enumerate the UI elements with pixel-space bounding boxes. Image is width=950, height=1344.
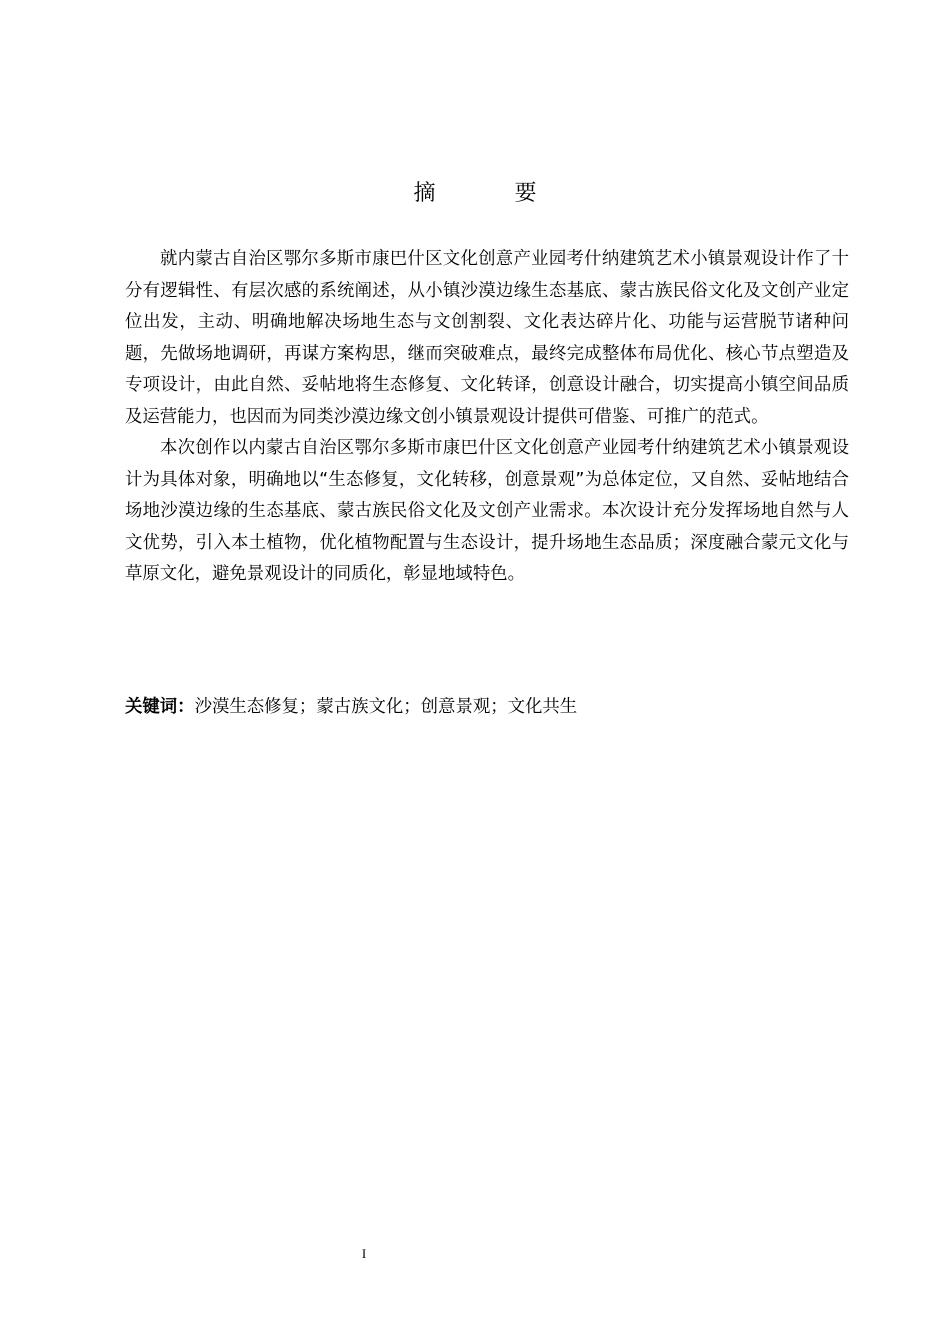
abstract-body [125,244,849,591]
keywords-line [125,693,849,721]
abstract-paragraph-2: 本次创作以内蒙古自治区鄂尔多斯市康巴什区文化创意产业园考什纳建筑艺术小镇景观设计为具体对象，明确地以“生态修复，文化转移，创意景观”为总体定位，又自然、妥帖地结合场地沙漠边缘的生态基底、蒙古族民俗文化及文创产业需求。本次设计充分发挥场地自然与人文优势，引入本土植物，优化植物配置与生态设计，提升场地生态品质；深度融合蒙元文化与草原文化，避免景观设计的同质化，彰显地域特色。 [125,438,849,584]
abstract-title: 摘 要 [413,181,573,206]
abstract-paragraph-1: 就内蒙古自治区鄂尔多斯市康巴什区文化创意产业园考什纳建筑艺术小镇景观设计作了十分有逻辑性、有层次感的系统阐述，从小镇沙漠边缘生态基底、蒙古族民俗文化及文创产业定位出发，主动、明确地解决场地生态与文创割裂、文化表达碎片化、功能与运营脱节诸种问题，先做场地调研，再谋方案构思，继而突破难点，最终完成整体布局优化、核心节点塑造及专项设计，由此自然、妥帖地将生态修复、文化转译，创意设计融合，切实提高小镇空间品质及运营能力，也因而为同类沙漠边缘文创小镇景观设计提供可借鉴、可推广的范式。 [125,249,849,427]
page-number: I [361,1246,367,1261]
keywords-value: 沙漠生态修复；蒙古族文化；创意景观；文化共生 [194,697,578,717]
keywords-label: 关键词： [125,697,195,717]
